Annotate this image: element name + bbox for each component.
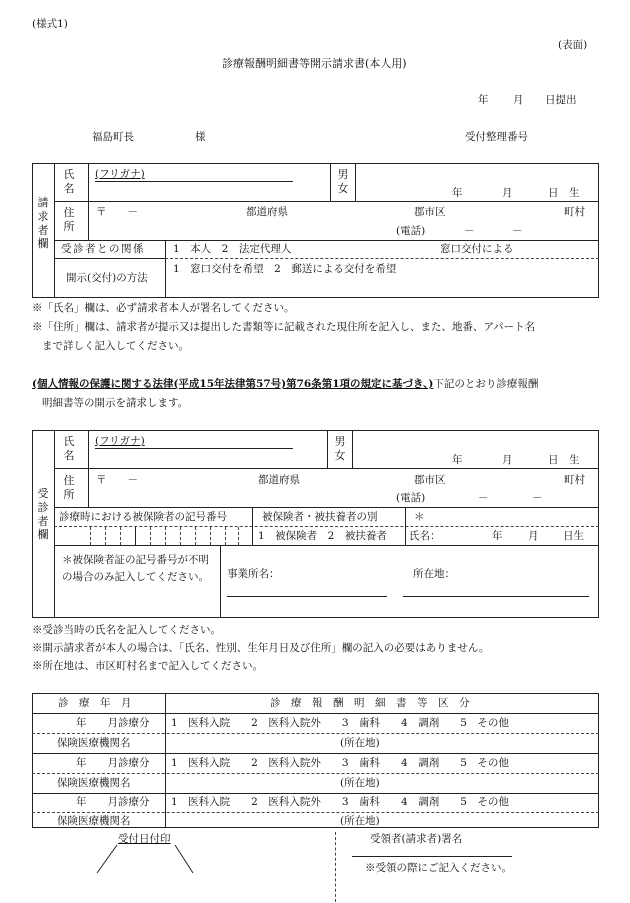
stamp-frame-lines xyxy=(95,843,195,875)
page-title: 診療報酬明細書等開示請求書(本人用) xyxy=(222,57,407,70)
patient-birth-year: 年 xyxy=(452,454,463,466)
requester-postal: 〒 － xyxy=(96,206,138,218)
note-name-signature: ※「氏名」欄は、必ず請求者本人が署名してください。 xyxy=(32,302,295,314)
patient-furigana-label: (フリガナ) xyxy=(95,435,145,447)
row1-institution-label: 保険医療機関名 xyxy=(57,737,131,749)
statement-rest: 下記のとおり診療報酬 xyxy=(433,378,539,390)
row3-location-label: (所在地) xyxy=(340,815,380,827)
relation-label: 受診者との関係 xyxy=(61,243,145,255)
requester-phone-dash-1: － xyxy=(464,225,475,237)
date-month: 月 xyxy=(513,94,524,106)
window-delivery-note: 窓口交付による xyxy=(440,243,514,255)
table-header-category: 診 療 報 酬 明 細 書 等 区 分 xyxy=(270,697,470,709)
requester-phone-dash-2: － xyxy=(512,225,523,237)
row2-location-label: (所在地) xyxy=(340,777,380,789)
request-statement-line2: 明細書等の開示を請求します。 xyxy=(42,397,189,409)
date-year: 年 xyxy=(478,94,489,106)
requester-birth-year: 年 xyxy=(452,187,463,199)
date-day: 日提出 xyxy=(545,94,577,106)
insured-type-options: 1 被保険者 2 被扶養者 xyxy=(258,530,387,542)
row3-institution-label: 保険医療機関名 xyxy=(57,815,131,827)
requester-birth-day: 日 生 xyxy=(548,187,580,199)
receipt-number-label: 受付整理番号 xyxy=(465,131,528,143)
relation-options: 1 本人 2 法定代理人 xyxy=(173,243,292,255)
row2-options: 1 医科入院 2 医科入院外 3 歯科 4 調剤 5 その他 xyxy=(171,757,509,769)
table-header-date: 診 療 年 月 xyxy=(58,697,132,709)
request-statement-line1 xyxy=(32,379,538,390)
signature-label: 受領者(請求者)署名 xyxy=(370,833,463,845)
delivery-method-label: 開示(交付)の方法 xyxy=(66,272,148,284)
requester-prefecture: 都道府県 xyxy=(246,206,288,218)
note-address-line2: まで詳しく記入してください。 xyxy=(42,340,189,352)
row2-date: 年 月診療分 xyxy=(76,757,150,769)
patient-name-label: 氏名 xyxy=(63,435,75,462)
patient-section-label: 受診者欄 xyxy=(37,487,49,542)
requester-address-label: 住所 xyxy=(63,206,75,233)
patient-phone-dash-2: － xyxy=(532,492,543,504)
requester-furigana-label: (フリガナ) xyxy=(95,168,145,180)
requester-town: 町村 xyxy=(564,206,585,218)
note-address-line1: ※「住所」欄は、請求者が提示又は提出した書類等に記載された現住所を記入し、また、地番、アパート名 xyxy=(32,321,536,333)
unknown-number-note: ＊被保険者証の記号番号が不明の場合のみ記入してください。 xyxy=(62,554,209,583)
patient-prefecture: 都道府県 xyxy=(258,474,300,486)
patient-birth-day: 日 生 xyxy=(548,454,580,466)
requester-sex-options: 男女 xyxy=(337,168,349,195)
row3-options: 1 医科入院 2 医科入院外 3 歯科 4 調剤 5 その他 xyxy=(171,796,509,808)
requester-name-label: 氏名 xyxy=(63,168,75,195)
insured-birth-day: 日生 xyxy=(563,530,584,542)
delivery-method-options: 1 窓口交付を希望 2 郵送による交付を希望 xyxy=(173,263,397,275)
patient-town: 町村 xyxy=(564,474,585,486)
requester-city: 郡市区 xyxy=(414,206,446,218)
row2-institution-label: 保険医療機関名 xyxy=(57,777,131,789)
side-label: (表面) xyxy=(558,39,588,51)
row1-location-label: (所在地) xyxy=(340,737,380,749)
patient-address-label: 住所 xyxy=(63,474,75,501)
note-location: ※所在地は、市区町村名まで記入してください。 xyxy=(32,660,263,672)
row1-options: 1 医科入院 2 医科入院外 3 歯科 4 調剤 5 その他 xyxy=(171,717,509,729)
note-patient-name: ※受診当時の氏名を記入してください。 xyxy=(32,624,221,636)
patient-city: 郡市区 xyxy=(414,474,446,486)
patient-phone-label: (電話) xyxy=(396,492,426,504)
insured-birth-year: 年 xyxy=(492,530,503,542)
signature-note: ※受領の際にご記入ください。 xyxy=(365,862,512,874)
addressee-name: 福島町長 xyxy=(92,131,134,143)
row3-date: 年 月診療分 xyxy=(76,796,150,808)
insured-type-label: 被保険者・被扶養者の別 xyxy=(262,511,378,523)
form-id: (様式1) xyxy=(32,18,68,30)
law-reference: (個人情報の保護に関する法律(平成15年法律第57号)第76条第1項の規定に基づき、) xyxy=(32,378,434,390)
patient-birth-month: 月 xyxy=(502,454,513,466)
patient-sex-options: 男女 xyxy=(334,435,346,462)
insured-birth-month: 月 xyxy=(528,530,539,542)
requester-birth-month: 月 xyxy=(502,187,513,199)
addressee-sama: 様 xyxy=(195,131,206,143)
office-name-label: 事業所名： xyxy=(227,568,280,580)
patient-postal: 〒 － xyxy=(96,474,138,486)
insurance-number-label: 診療時における被保険者の記号番号 xyxy=(59,511,227,523)
note-self-request: ※開示請求者が本人の場合は、「氏名、性別、生年月日及び住所」欄の記入の必要はありません。 xyxy=(32,642,490,654)
requester-phone-label: (電話) xyxy=(396,225,426,237)
office-location-label: 所在地： xyxy=(413,568,455,580)
row1-date: 年 月診療分 xyxy=(76,717,150,729)
receipt-stamp-label: 受付日付印 xyxy=(118,833,171,845)
patient-phone-dash-1: － xyxy=(478,492,489,504)
requester-section-label: 請求者欄 xyxy=(37,196,49,251)
insured-type-asterisk: ＊ xyxy=(414,511,425,523)
insured-name-label: 氏名： xyxy=(409,530,441,542)
